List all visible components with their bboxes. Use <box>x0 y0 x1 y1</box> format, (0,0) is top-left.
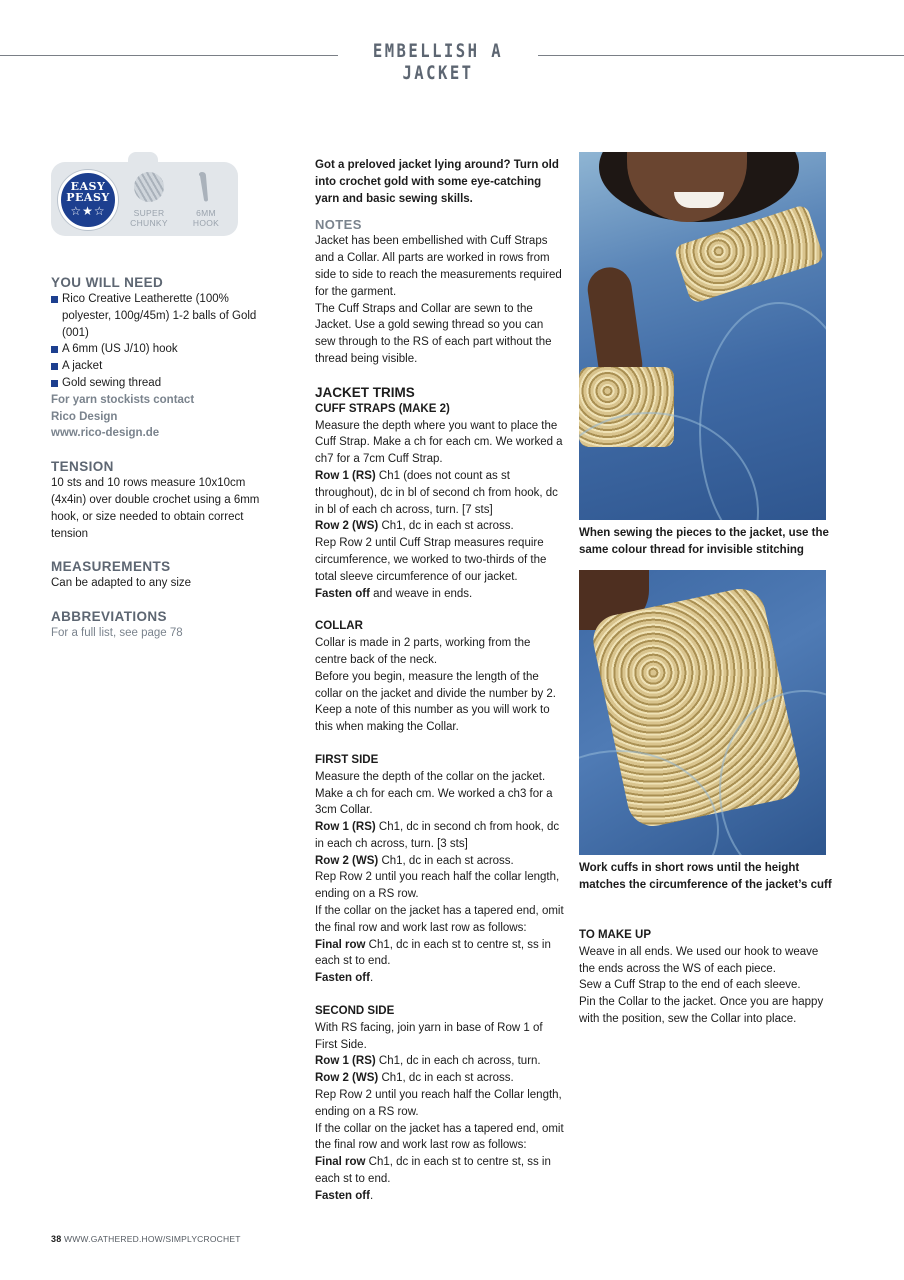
easy-peasy-badge <box>58 170 118 230</box>
make-up-paragraph: Sew a Cuff Strap to the end of each sleeve. <box>579 979 801 992</box>
pattern-final-row: Final row Ch1, dc in each st to centre st, ss in each st to end. <box>315 938 551 968</box>
page-title: EMBELLISH A JACKET <box>372 40 504 84</box>
pattern-final-row: Final row Ch1, dc in each st to centre st, ss in each st to end. <box>315 1156 551 1186</box>
pattern-row: Row 2 (WS) Ch1, dc in each st across. <box>315 1072 514 1085</box>
pattern-tapered: If the collar on the jacket has a tapered end, omit the final row and work last row as follows: <box>315 905 564 934</box>
badge-line-1: EASY <box>70 180 106 193</box>
measurements-heading: MEASUREMENTS <box>51 559 171 575</box>
cuff-closeup-photo <box>579 570 826 855</box>
left-column <box>51 274 261 642</box>
pattern-fasten: Fasten off. <box>315 972 374 985</box>
notes-paragraph: Jacket has been embellished with Cuff Straps and a Collar. All parts are worked in rows from side to side to reach the measurements required for the garment. <box>315 235 562 298</box>
you-will-need-heading: YOU WILL NEED <box>51 275 164 290</box>
crochet-hook-icon <box>196 170 216 204</box>
to-make-up-section <box>579 927 829 1028</box>
collar-paragraph: Before you begin, measure the length of the collar on the jacket and divide the number by 2. Keep a note of this number as you will work to this when making the Collar. <box>315 670 557 734</box>
list-item: Rico Creative Leatherette (100% polyester, 100g/45m) 1-2 balls of Gold (001) <box>51 291 261 341</box>
abbreviations-text: For a full list, see page 78 <box>51 627 183 640</box>
pattern-tapered: If the collar on the jacket has a tapered end, omit the final row and work last row as follows: <box>315 1122 564 1152</box>
pattern-row: Row 1 (RS) Ch1 (does not count as st throughout), dc in bl of second ch from hook, dc in bl of each ch across, turn. [7 sts] <box>315 469 558 516</box>
pattern-row: Row 2 (WS) Ch1, dc in each st across. <box>315 854 514 867</box>
model-jacket-photo <box>579 152 826 520</box>
second-side-paragraph: With RS facing, join yarn in base of Row 1 of First Side. <box>315 1021 543 1051</box>
badge-line-2: PEASY <box>66 191 110 204</box>
to-make-up-heading: TO MAKE UP <box>579 929 651 941</box>
notes-heading: NOTES <box>315 217 362 233</box>
tension-text: 10 sts and 10 rows measure 10x10cm (4x4in) over double crochet using a 6mm hook, or size needed to obtain correct tension <box>51 477 260 540</box>
make-up-paragraph: Pin the Collar to the jacket. Once you are happy with the position, sew the Collar into place. <box>579 996 824 1025</box>
list-item: A jacket <box>51 358 261 375</box>
first-side-heading: FIRST SIDE <box>315 753 379 766</box>
yarn-ball-icon <box>134 172 164 202</box>
collar-heading: COLLAR <box>315 620 363 633</box>
stockists-text: For yarn stockists contact <box>51 393 195 406</box>
list-item: Gold sewing thread <box>51 375 261 392</box>
photo-caption: Work cuffs in short rows until the height matches the circumference of the jacket’s cuff <box>579 862 832 891</box>
first-side-paragraph: Measure the depth of the collar on the jacket. Make a ch for each cm. We worked a ch3 for a 3cm Collar. <box>315 770 553 817</box>
page-footer <box>51 1234 241 1244</box>
measurements-text: Can be adapted to any size <box>51 577 192 590</box>
middle-column <box>315 157 565 1205</box>
second-side-heading: SECOND SIDE <box>315 1005 395 1018</box>
tension-heading: TENSION <box>51 459 114 475</box>
page-number: 38 <box>51 1234 62 1244</box>
brand-name: Rico Design <box>51 410 118 423</box>
notes-paragraph: The Cuff Straps and Collar are sewn to the Jacket. Use a gold sewing thread so you can sew through to the RS of each part without the thread being visible. <box>315 302 552 365</box>
pattern-row: Row 1 (RS) Ch1, dc in second ch from hook, dc in each ch across, turn. [3 sts] <box>315 821 560 850</box>
footer-url-link[interactable]: WWW.GATHERED.HOW/SIMPLYCROCHET <box>61 1234 241 1244</box>
header-rule-right <box>538 55 904 56</box>
yarn-weight-label: SUPER CHUNKY <box>130 208 168 228</box>
difficulty-stars-icon: ☆★☆ <box>70 204 106 218</box>
collar-paragraph: Collar is made in 2 parts, working from the centre back of the neck. <box>315 637 531 666</box>
pattern-repeat: Rep Row 2 until you reach half the Collar length, ending on a RS row. <box>315 1089 562 1118</box>
materials-list <box>51 291 261 392</box>
pattern-fasten: Fasten off. <box>315 1189 374 1202</box>
brand-website-link[interactable]: www.rico-design.de <box>51 427 160 440</box>
make-up-paragraph: Weave in all ends. We used our hook to weave the ends across the WS of each piece. <box>579 945 819 975</box>
cuff-paragraph: Measure the depth where you want to place the Cuff Strap. Make a ch for each cm. We worked a ch7 for a 7cm Cuff Strap. <box>315 419 563 466</box>
pattern-repeat: Rep Row 2 until Cuff Strap measures require circumference, we worked to two-thirds of the total sleeve circumference of our jacket. <box>315 537 547 583</box>
pattern-row: Row 1 (RS) Ch1, dc in each ch across, turn. <box>315 1055 541 1068</box>
photo-caption: When sewing the pieces to the jacket, use the same colour thread for invisible stitching <box>579 527 829 556</box>
cuff-straps-heading: CUFF STRAPS (MAKE 2) <box>315 402 450 415</box>
pattern-row: Row 2 (WS) Ch1, dc in each st across. <box>315 520 514 533</box>
intro-text: Got a preloved jacket lying around? Turn old into crochet gold with some eye-catching yarn and basic sewing skills. <box>315 159 559 205</box>
jacket-trims-heading: JACKET TRIMS <box>315 384 415 400</box>
pattern-repeat: Rep Row 2 until you reach half the collar length, ending on a RS row. <box>315 871 560 901</box>
pattern-fasten: Fasten off and weave in ends. <box>315 587 473 600</box>
list-item: A 6mm (US J/10) hook <box>51 341 261 358</box>
hook-size-label: 6MM HOOK <box>192 208 220 228</box>
header-rule-left <box>0 55 338 56</box>
abbreviations-heading: ABBREVIATIONS <box>51 609 167 625</box>
